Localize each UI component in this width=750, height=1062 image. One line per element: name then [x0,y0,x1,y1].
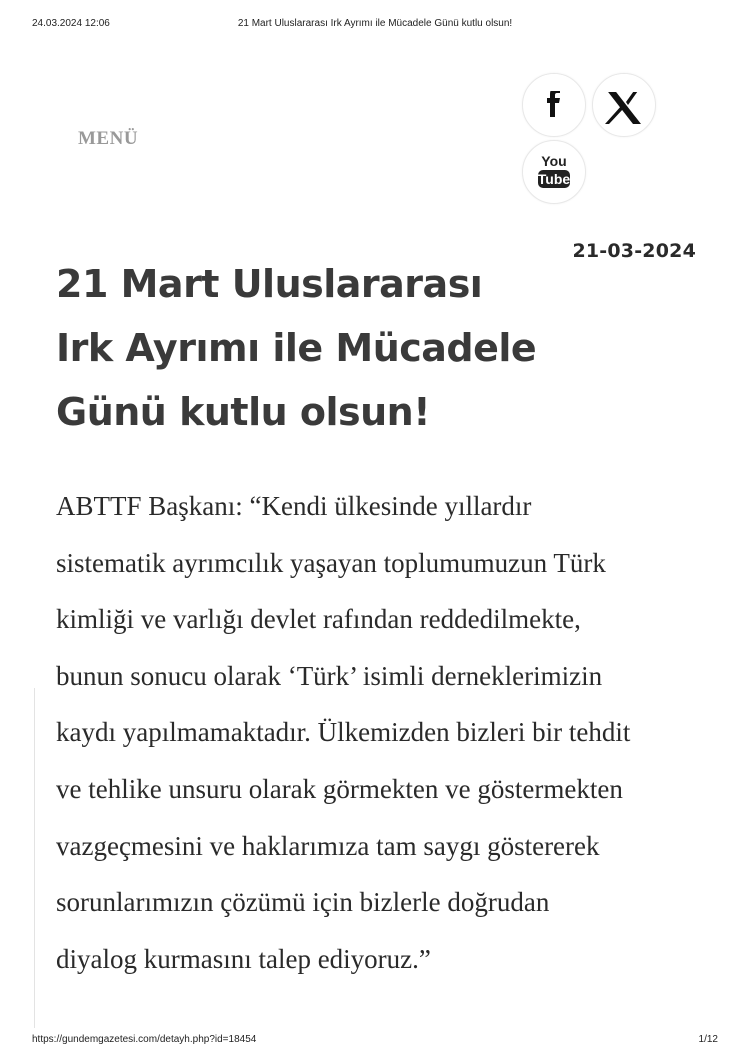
article-body-line: kaydı yapılmamaktadır. Ülkemizden bizleri bir tehdit [56,717,631,748]
youtube-top-text: You [541,153,567,169]
article-title-line: 21 Mart Uluslararası [56,262,483,306]
youtube-bottom-text: Tube [537,171,571,187]
article-date: 21-03-2024 [572,240,696,262]
print-page-title: 21 Mart Uluslararası Irk Ayrımı ile Mücadele Günü kutlu olsun! [237,18,513,29]
facebook-icon [523,74,585,136]
print-header [0,18,750,34]
facebook-link[interactable] [522,73,586,137]
article-body-line: ABTTF Başkanı: “Kendi ülkesinde yıllardır [56,491,532,521]
youtube-icon [523,141,585,203]
print-datetime: 24.03.2024 12:06 [32,18,110,29]
article-title-line: Irk Ayrımı ile Mücadele [56,326,537,370]
youtube-link[interactable] [522,140,586,204]
article-body-line: vazgeçmesini ve haklarımıza tam saygı göstererek [56,830,600,861]
print-page-number: 1/12 [698,1034,718,1045]
divider-line [34,688,35,1028]
article-body [56,478,716,987]
print-url: https://gundemgazetesi.com/detayh.php?id=18454 [32,1034,257,1045]
article-body-line: diyalog kurmasını talep ediyoruz.” [56,943,431,974]
menu-button[interactable]: MENÜ [78,128,139,149]
article-body-line: sorunlarımızın çözümü için bizlerle doğrudan [56,887,550,918]
article-body-line: sistematik ayrımcılık yaşayan toplumumuzun Türk [56,547,606,578]
article-title-line: Günü kutlu olsun! [56,390,431,434]
article-body-line: kimliği ve varlığı devlet rafından reddedilmekte, [56,604,581,635]
x-twitter-link[interactable] [592,73,656,137]
article-title [56,252,576,444]
x-logo-icon [593,74,655,136]
article-body-line: bunun sonucu olarak ‘Türk’ isimli derneklerimizin [56,660,603,691]
article-body-line: ve tehlike unsuru olarak görmekten ve göstermekten [56,773,623,804]
